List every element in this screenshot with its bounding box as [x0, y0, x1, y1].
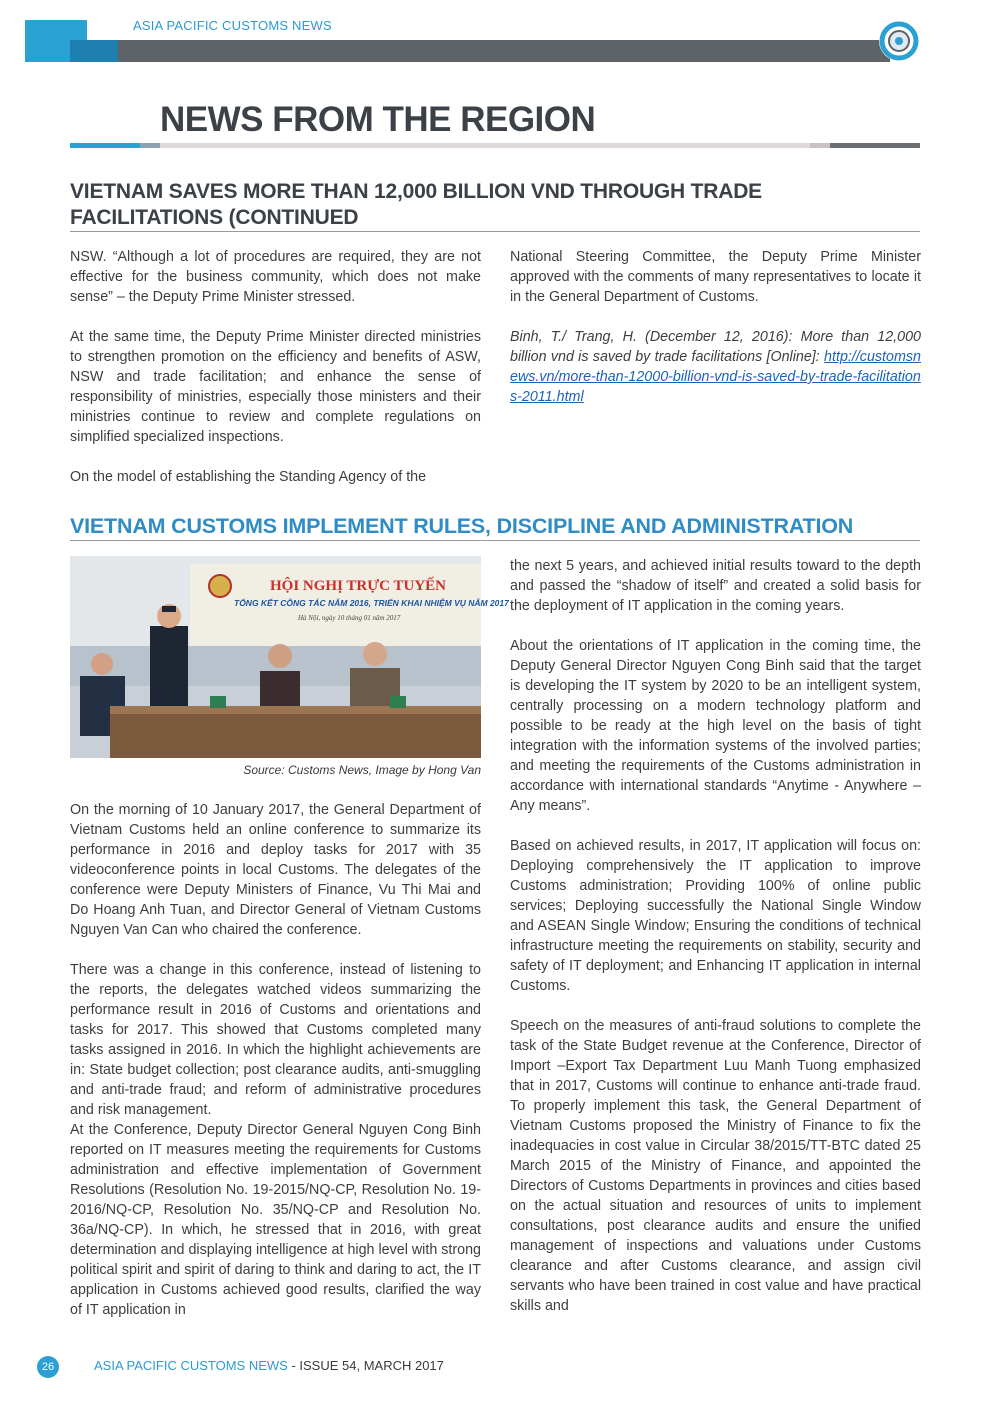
section-rule-segment [810, 143, 830, 148]
paragraph: Speech on the measures of anti-fraud solutions to complete the task of the State Budget revenue at the Conference, Director of Import –Export Tax Department Luu Manh Tuong emphasized that in 2017, Customs will continue to enhance anti-trade fraud. To properly implement this task, the General Department of Vietnam Customs proposed the Ministry of Finance to fix the inadequacies in cost value in Circular 38/2015/TT-BTC dated 25 March 2015 of the Ministry of Finance, and appointed the Directors of Customs Departments in provinces and cities based on the actual situation and resources of units to implement consultations, post clearance audits and ensure the unified management of inspections and valuations under Customs clearance and after Customs clearance, and assign civil servants who have been trained in cost value and have practical skills and [510, 1018, 921, 1314]
header-bar [70, 40, 890, 62]
article2-left-column [70, 800, 481, 1320]
paragraph: On the morning of 10 January 2017, the General Department of Vietnam Customs held an online conference to summarize its performance in 2016 and deploy tasks for 2017 with 35 videoconference points in local Customs. The delegates of the conference were Deputy Ministers of Finance, Vu Thi Mai and Do Hoang Anh Tuan, and Director General of Vietnam Customs Nguyen Van Can who chaired the conference. [70, 802, 481, 938]
article1-left-column [70, 247, 481, 487]
paragraph: There was a change in this conference, instead of listening to the reports, the delegates watched videos summarizing the performance result in 2016 of Customs and orientations and tasks for 2017. This showed that Customs completed many tasks assigned in 2016. In which the highlight achievements are in: State budget collection; post clearance audits, anti-smuggling and anti-trade fraud; and reform of administrative procedures and risk management. [70, 962, 481, 1118]
article-title: VIETNAM SAVES MORE THAN 12,000 BILLION VND THROUGH TRADE FACILITATIONS (CONTINUED [70, 180, 762, 229]
footer-publication-name: ASIA PACIFIC CUSTOMS NEWS [94, 1358, 288, 1373]
paragraph: Based on achieved results, in 2017, IT application will focus on: Deploying comprehensively the IT application to improve Customs administration; Providing 100% of online public services; Deploying successfully the National Single Window and ASEAN Single Window; Ensuring the conditions of technical infrastructure meeting the requirements on stability, security and safety of IT deployment; and Enhancing IT application in internal Customs. [510, 838, 921, 994]
paragraph: On the model of establishing the Standing Agency of the [70, 469, 427, 485]
banner-line3: Hà Nội, ngày 10 tháng 01 năm 2017 [298, 614, 401, 622]
citation-text: Binh, T./ Trang, H. (December 12, 2016): More than 12,000 billion vnd is saved by trade facilitations [Online]: [510, 329, 921, 365]
conference-photo [70, 556, 509, 758]
paragraph: National Steering Committee, the Deputy Prime Minister approved with the comments of many representatives to locate it in the General Department of Customs. [510, 249, 921, 305]
publication-logo-icon [878, 20, 920, 62]
citation-link[interactable]: http://customsnews.vn/more-than-12000-billion-vnd-is-saved-by-trade-facilitations-2011.html [510, 349, 921, 405]
citation [510, 327, 921, 407]
footer-issue: - ISSUE 54, MARCH 2017 [287, 1358, 444, 1373]
section-rule-segment [830, 143, 920, 148]
section-rule-segment [160, 143, 810, 148]
paragraph: At the Conference, Deputy Director General Nguyen Cong Binh reported on IT measures meeting the requirements for Customs administration and effective implementation of Government Resolutions (Resolution No. 19-2015/NQ-CP, Resolution No. 19-2016/NQ-CP, Resolution No. 35/NQ-CP and Resolution No. 36a/NQ-CP). In which, he stressed that in 2016, with great determination and displaying intelligence at high level with strong political spirit and spirit of daring to think and daring to act, the IT application in Customs achieved good results, clarified the way of IT application in [70, 1122, 481, 1318]
banner-line2: TỔNG KẾT CÔNG TÁC NĂM 2016, TRIỂN KHAI NHIỆM VỤ NĂM 2017 [234, 598, 509, 608]
article-title: VIETNAM CUSTOMS IMPLEMENT RULES, DISCIPLINE AND ADMINISTRATION [70, 514, 854, 538]
section-rule-segment [70, 143, 140, 148]
photo-caption: Source: Customs News, Image by Hong Van [243, 763, 481, 777]
banner-line1: HỘI NGHỊ TRỰC TUYẾN [270, 578, 447, 594]
paragraph: NSW. “Although a lot of procedures are required, they are not effective for the business community, which does not make sense” – the Deputy Prime Minister stressed. [70, 249, 481, 305]
article-rule [70, 231, 920, 232]
article1-right-column [510, 247, 921, 427]
footer-publication [94, 1358, 444, 1373]
paragraph: At the same time, the Deputy Prime Minister directed ministries to strengthen promotion on the efficiency and benefits of ASW, NSW and trade facilitation; and enhance the sense of responsibility of ministries, especially those ministers and their ministries continue to review and complete regulations on simplified specialized inspections. [70, 329, 481, 445]
section-title: NEWS FROM THE REGION [160, 100, 596, 139]
paragraph: About the orientations of IT application in the coming time, the Deputy General Director Nguyen Cong Binh said that the target is developing the IT system by 2020 to be an intelligent system, centrally processing on a modern technology platform and possible to be ready at the high level on the basis of tight integration with the information systems of the involved parties; and meeting the requirements of the Customs administration in accordance with international standards “Anytime - Anywhere – Any means”. [510, 638, 921, 814]
header-title: ASIA PACIFIC CUSTOMS NEWS [133, 18, 332, 33]
header-bar-accent [70, 40, 118, 62]
section-rule-segment [140, 143, 160, 148]
page-number: 26 [37, 1356, 59, 1378]
article-rule [70, 540, 920, 541]
article2-right-column [510, 556, 921, 1316]
paragraph: the next 5 years, and achieved initial results toward to the depth and passed the “shadow of itself” and created a solid basis for the deployment of IT application in the coming years. [510, 558, 921, 614]
